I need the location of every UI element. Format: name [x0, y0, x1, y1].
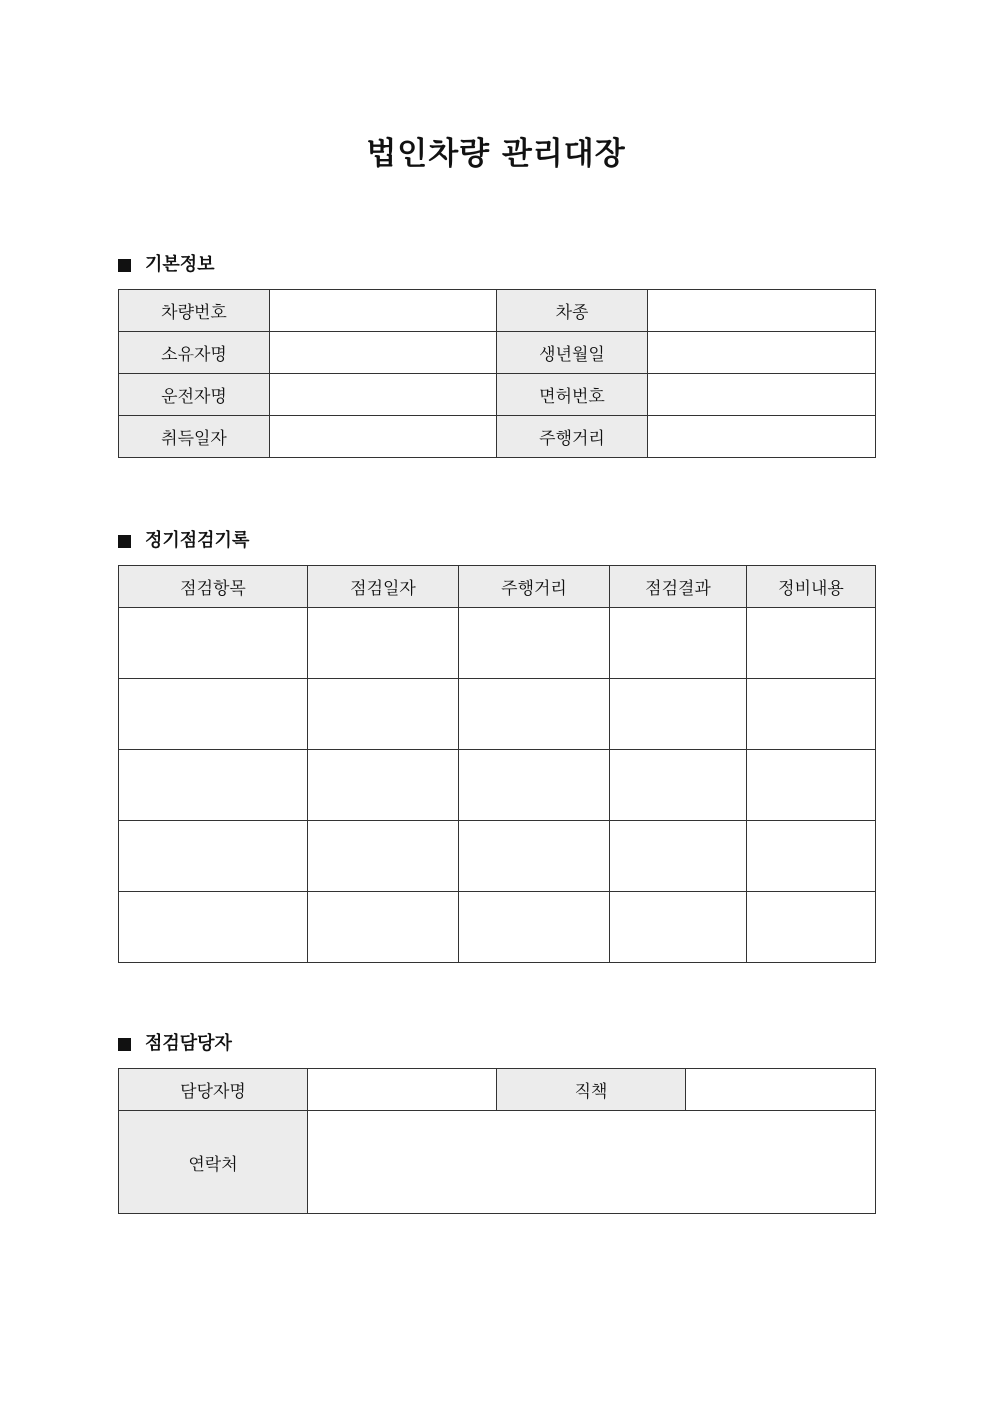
- table-cell[interactable]: [747, 821, 876, 892]
- table-cell[interactable]: [119, 608, 308, 679]
- table-cell[interactable]: [747, 750, 876, 821]
- owner-name-field[interactable]: [270, 332, 497, 374]
- table-cell[interactable]: [119, 750, 308, 821]
- field-label: 직책: [497, 1069, 686, 1111]
- square-bullet-icon: [118, 535, 131, 548]
- inspection-table: [118, 565, 876, 963]
- table-cell[interactable]: [459, 892, 610, 963]
- field-label: 차종: [497, 290, 648, 332]
- manager-table: [118, 1068, 876, 1214]
- mileage-field[interactable]: [648, 416, 876, 458]
- table-cell[interactable]: [308, 892, 459, 963]
- table-row: [119, 290, 876, 332]
- square-bullet-icon: [118, 259, 131, 272]
- page-title: 법인차량 관리대장: [366, 136, 626, 172]
- field-label: 생년월일: [497, 332, 648, 374]
- section-heading-manager: [118, 1032, 232, 1056]
- table-cell[interactable]: [308, 821, 459, 892]
- table-cell[interactable]: [459, 821, 610, 892]
- license-number-field[interactable]: [648, 374, 876, 416]
- basic-info-table: [118, 289, 876, 458]
- table-row: [119, 892, 876, 963]
- table-cell[interactable]: [308, 750, 459, 821]
- table-row: [119, 679, 876, 750]
- vehicle-number-field[interactable]: [270, 290, 497, 332]
- column-header: 점검결과: [610, 566, 747, 608]
- table-cell[interactable]: [747, 892, 876, 963]
- position-field[interactable]: [686, 1069, 876, 1111]
- table-cell[interactable]: [459, 750, 610, 821]
- table-row: [119, 821, 876, 892]
- section-title: 기본정보: [145, 254, 215, 275]
- square-bullet-icon: [118, 1038, 131, 1051]
- table-cell[interactable]: [119, 892, 308, 963]
- table-cell[interactable]: [610, 892, 747, 963]
- contact-field[interactable]: [308, 1111, 876, 1214]
- table-cell[interactable]: [610, 679, 747, 750]
- birth-date-field[interactable]: [648, 332, 876, 374]
- column-header: 정비내용: [747, 566, 876, 608]
- table-row: [119, 1069, 876, 1111]
- table-row: [119, 750, 876, 821]
- field-label: 취득일자: [119, 416, 270, 458]
- table-cell[interactable]: [610, 821, 747, 892]
- table-header-row: [119, 566, 876, 608]
- table-cell[interactable]: [308, 608, 459, 679]
- table-row: [119, 608, 876, 679]
- table-row: [119, 374, 876, 416]
- vehicle-type-field[interactable]: [648, 290, 876, 332]
- field-label: 주행거리: [497, 416, 648, 458]
- table-cell[interactable]: [610, 750, 747, 821]
- table-cell[interactable]: [459, 679, 610, 750]
- table-row: [119, 332, 876, 374]
- column-header: 점검일자: [308, 566, 459, 608]
- table-cell[interactable]: [747, 608, 876, 679]
- column-header: 점검항목: [119, 566, 308, 608]
- section-heading-inspection: [118, 529, 249, 553]
- table-cell[interactable]: [610, 608, 747, 679]
- acquisition-date-field[interactable]: [270, 416, 497, 458]
- table-cell[interactable]: [459, 608, 610, 679]
- table-cell[interactable]: [308, 679, 459, 750]
- section-title: 점검담당자: [145, 1033, 232, 1054]
- field-label: 담당자명: [119, 1069, 308, 1111]
- manager-name-field[interactable]: [308, 1069, 497, 1111]
- table-row: [119, 416, 876, 458]
- field-label: 연락처: [119, 1111, 308, 1214]
- table-row: [119, 1111, 876, 1214]
- section-title: 정기점검기록: [145, 530, 250, 551]
- section-heading-basic-info: [118, 253, 215, 277]
- table-cell[interactable]: [119, 679, 308, 750]
- field-label: 소유자명: [119, 332, 270, 374]
- field-label: 차량번호: [119, 290, 270, 332]
- field-label: 면허번호: [497, 374, 648, 416]
- field-label: 운전자명: [119, 374, 270, 416]
- column-header: 주행거리: [459, 566, 610, 608]
- driver-name-field[interactable]: [270, 374, 497, 416]
- table-cell[interactable]: [119, 821, 308, 892]
- table-cell[interactable]: [747, 679, 876, 750]
